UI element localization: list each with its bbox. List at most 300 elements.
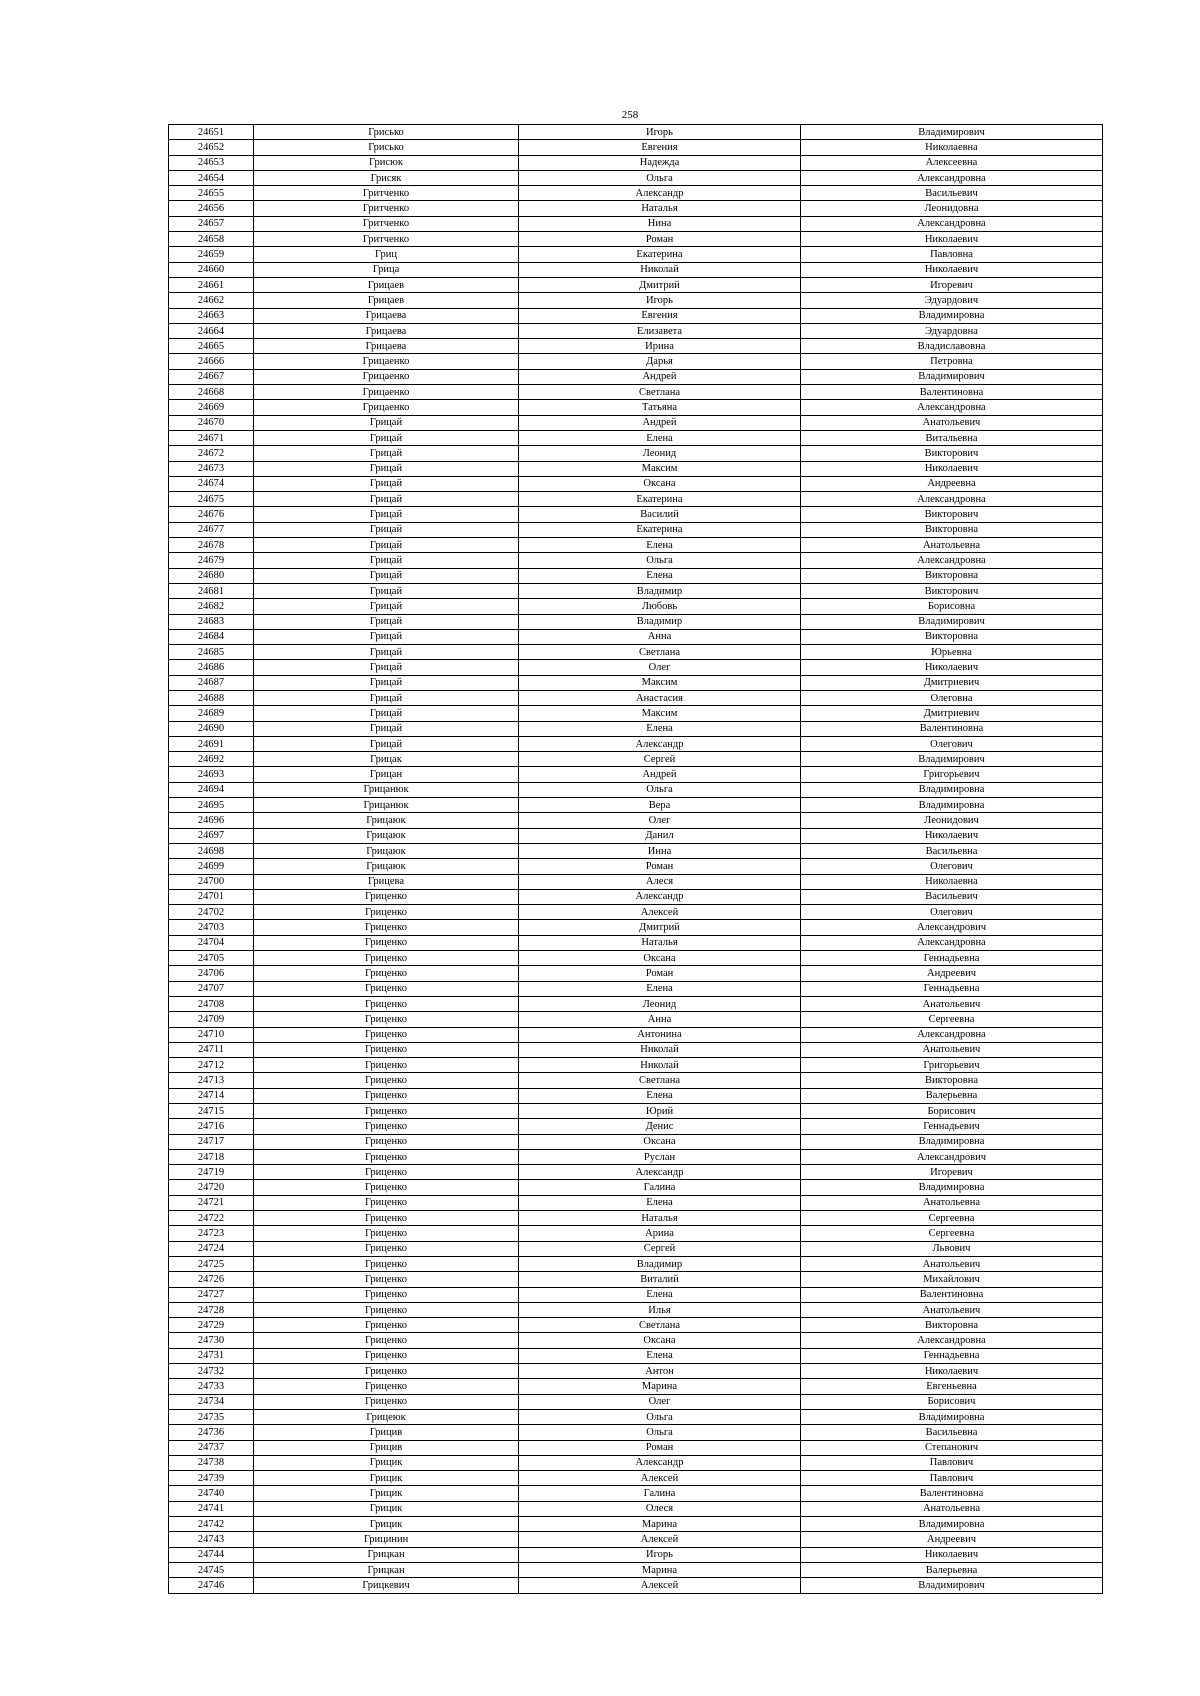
first-name-cell: Оксана xyxy=(519,1134,801,1149)
surname-cell: Гритченко xyxy=(254,232,519,247)
table-row xyxy=(169,1547,1103,1562)
patronymic-cell: Александровна xyxy=(801,1333,1103,1348)
row-number-cell: 24731 xyxy=(169,1348,254,1363)
row-number-cell: 24668 xyxy=(169,385,254,400)
surname-cell: Грицай xyxy=(254,660,519,675)
table-row xyxy=(169,859,1103,874)
row-number-cell: 24732 xyxy=(169,1364,254,1379)
surname-cell: Грицай xyxy=(254,690,519,705)
row-number-cell: 24736 xyxy=(169,1425,254,1440)
patronymic-cell: Олеговна xyxy=(801,690,1103,705)
row-number-cell: 24666 xyxy=(169,354,254,369)
first-name-cell: Данил xyxy=(519,828,801,843)
surname-cell: Грицан xyxy=(254,767,519,782)
patronymic-cell: Борисовна xyxy=(801,599,1103,614)
surname-cell: Грицай xyxy=(254,583,519,598)
surname-cell: Грицай xyxy=(254,736,519,751)
row-number-cell: 24713 xyxy=(169,1073,254,1088)
table-row xyxy=(169,1287,1103,1302)
first-name-cell: Николай xyxy=(519,1058,801,1073)
table-row xyxy=(169,1211,1103,1226)
patronymic-cell: Леонидовна xyxy=(801,201,1103,216)
patronymic-cell: Олегович xyxy=(801,859,1103,874)
surname-cell: Грицаюк xyxy=(254,859,519,874)
first-name-cell: Оксана xyxy=(519,951,801,966)
first-name-cell: Олег xyxy=(519,660,801,675)
surname-cell: Гритченко xyxy=(254,186,519,201)
first-name-cell: Ольга xyxy=(519,782,801,797)
patronymic-cell: Александрович xyxy=(801,1149,1103,1164)
table-row xyxy=(169,186,1103,201)
patronymic-cell: Валерьевна xyxy=(801,1088,1103,1103)
patronymic-cell: Владимировна xyxy=(801,1517,1103,1532)
patronymic-cell: Валентиновна xyxy=(801,721,1103,736)
surname-cell: Гриценко xyxy=(254,1104,519,1119)
first-name-cell: Илья xyxy=(519,1302,801,1317)
table-row xyxy=(169,1471,1103,1486)
surname-cell: Гриц xyxy=(254,247,519,262)
patronymic-cell: Викторовна xyxy=(801,522,1103,537)
table-row xyxy=(169,1562,1103,1577)
first-name-cell: Сергей xyxy=(519,752,801,767)
row-number-cell: 24739 xyxy=(169,1471,254,1486)
row-number-cell: 24679 xyxy=(169,553,254,568)
first-name-cell: Татьяна xyxy=(519,400,801,415)
first-name-cell: Нина xyxy=(519,216,801,231)
surname-cell: Гритченко xyxy=(254,216,519,231)
first-name-cell: Алексей xyxy=(519,905,801,920)
table-row xyxy=(169,1532,1103,1547)
table-row xyxy=(169,675,1103,690)
row-number-cell: 24693 xyxy=(169,767,254,782)
surname-cell: Гриценко xyxy=(254,996,519,1011)
surname-cell: Грицай xyxy=(254,415,519,430)
surname-cell: Гриценко xyxy=(254,1256,519,1271)
row-number-cell: 24678 xyxy=(169,538,254,553)
table-row xyxy=(169,125,1103,140)
patronymic-cell: Владимирович xyxy=(801,369,1103,384)
first-name-cell: Елизавета xyxy=(519,323,801,338)
first-name-cell: Олеся xyxy=(519,1501,801,1516)
table-row xyxy=(169,262,1103,277)
row-number-cell: 24656 xyxy=(169,201,254,216)
surname-cell: Грицаева xyxy=(254,323,519,338)
first-name-cell: Светлана xyxy=(519,385,801,400)
table-row xyxy=(169,996,1103,1011)
table-row xyxy=(169,1501,1103,1516)
patronymic-cell: Владимировна xyxy=(801,1409,1103,1424)
first-name-cell: Игорь xyxy=(519,293,801,308)
patronymic-cell: Геннадьевна xyxy=(801,1348,1103,1363)
first-name-cell: Наталья xyxy=(519,935,801,950)
surname-cell: Гриценко xyxy=(254,1394,519,1409)
first-name-cell: Елена xyxy=(519,981,801,996)
first-name-cell: Василий xyxy=(519,507,801,522)
surname-cell: Грицив xyxy=(254,1425,519,1440)
row-number-cell: 24735 xyxy=(169,1409,254,1424)
patronymic-cell: Сергеевна xyxy=(801,1211,1103,1226)
table-row xyxy=(169,1318,1103,1333)
row-number-cell: 24706 xyxy=(169,966,254,981)
patronymic-cell: Викторович xyxy=(801,446,1103,461)
patronymic-cell: Петровна xyxy=(801,354,1103,369)
surname-cell: Грицай xyxy=(254,645,519,660)
row-number-cell: 24724 xyxy=(169,1241,254,1256)
first-name-cell: Елена xyxy=(519,568,801,583)
surname-cell: Грицаев xyxy=(254,277,519,292)
surname-cell: Гриценко xyxy=(254,1180,519,1195)
patronymic-cell: Васильевич xyxy=(801,186,1103,201)
row-number-cell: 24704 xyxy=(169,935,254,950)
table-row xyxy=(169,935,1103,950)
surname-cell: Грицаенко xyxy=(254,385,519,400)
first-name-cell: Александр xyxy=(519,736,801,751)
surname-cell: Грицай xyxy=(254,706,519,721)
row-number-cell: 24677 xyxy=(169,522,254,537)
first-name-cell: Леонид xyxy=(519,996,801,1011)
table-row xyxy=(169,1119,1103,1134)
table-row xyxy=(169,400,1103,415)
patronymic-cell: Александровна xyxy=(801,492,1103,507)
first-name-cell: Олег xyxy=(519,1394,801,1409)
table-row xyxy=(169,430,1103,445)
table-row xyxy=(169,461,1103,476)
first-name-cell: Светлана xyxy=(519,645,801,660)
patronymic-cell: Николаевич xyxy=(801,828,1103,843)
patronymic-cell: Алексеевна xyxy=(801,155,1103,170)
row-number-cell: 24719 xyxy=(169,1165,254,1180)
surname-cell: Грицив xyxy=(254,1440,519,1455)
row-number-cell: 24675 xyxy=(169,492,254,507)
row-number-cell: 24714 xyxy=(169,1088,254,1103)
surname-cell: Грицай xyxy=(254,507,519,522)
row-number-cell: 24699 xyxy=(169,859,254,874)
surname-cell: Грицик xyxy=(254,1501,519,1516)
surname-cell: Гриценко xyxy=(254,1149,519,1164)
table-row xyxy=(169,354,1103,369)
table-row xyxy=(169,599,1103,614)
first-name-cell: Екатерина xyxy=(519,247,801,262)
patronymic-cell: Александровна xyxy=(801,1027,1103,1042)
first-name-cell: Галина xyxy=(519,1180,801,1195)
table-row xyxy=(169,1165,1103,1180)
surname-cell: Грицай xyxy=(254,721,519,736)
table-row xyxy=(169,277,1103,292)
patronymic-cell: Анатольевна xyxy=(801,1501,1103,1516)
table-row xyxy=(169,583,1103,598)
row-number-cell: 24707 xyxy=(169,981,254,996)
patronymic-cell: Николаевич xyxy=(801,1364,1103,1379)
patronymic-cell: Николаевич xyxy=(801,1547,1103,1562)
row-number-cell: 24655 xyxy=(169,186,254,201)
table-row xyxy=(169,920,1103,935)
row-number-cell: 24660 xyxy=(169,262,254,277)
patronymic-cell: Николаевна xyxy=(801,874,1103,889)
first-name-cell: Роман xyxy=(519,966,801,981)
patronymic-cell: Борисович xyxy=(801,1104,1103,1119)
row-number-cell: 24701 xyxy=(169,889,254,904)
row-number-cell: 24671 xyxy=(169,430,254,445)
row-number-cell: 24685 xyxy=(169,645,254,660)
first-name-cell: Ирина xyxy=(519,339,801,354)
surname-cell: Гриценко xyxy=(254,1088,519,1103)
first-name-cell: Дарья xyxy=(519,354,801,369)
surname-cell: Грицай xyxy=(254,675,519,690)
surname-cell: Грицик xyxy=(254,1486,519,1501)
first-name-cell: Светлана xyxy=(519,1318,801,1333)
surname-cell: Гриценко xyxy=(254,1241,519,1256)
patronymic-cell: Викторовна xyxy=(801,1073,1103,1088)
table-row xyxy=(169,706,1103,721)
surname-cell: Гриценко xyxy=(254,1134,519,1149)
first-name-cell: Марина xyxy=(519,1517,801,1532)
patronymic-cell: Александровна xyxy=(801,553,1103,568)
first-name-cell: Роман xyxy=(519,232,801,247)
table-row xyxy=(169,476,1103,491)
patronymic-cell: Андреевич xyxy=(801,1532,1103,1547)
patronymic-cell: Анатольевич xyxy=(801,996,1103,1011)
patronymic-cell: Львович xyxy=(801,1241,1103,1256)
row-number-cell: 24692 xyxy=(169,752,254,767)
first-name-cell: Наталья xyxy=(519,1211,801,1226)
patronymic-cell: Викторовна xyxy=(801,568,1103,583)
first-name-cell: Дмитрий xyxy=(519,277,801,292)
first-name-cell: Екатерина xyxy=(519,522,801,537)
row-number-cell: 24689 xyxy=(169,706,254,721)
row-number-cell: 24745 xyxy=(169,1562,254,1577)
first-name-cell: Елена xyxy=(519,1195,801,1210)
table-row xyxy=(169,1364,1103,1379)
row-number-cell: 24687 xyxy=(169,675,254,690)
surname-cell: Грица xyxy=(254,262,519,277)
patronymic-cell: Павлович xyxy=(801,1471,1103,1486)
first-name-cell: Николай xyxy=(519,1042,801,1057)
table-row xyxy=(169,905,1103,920)
patronymic-cell: Эдуардовна xyxy=(801,323,1103,338)
row-number-cell: 24676 xyxy=(169,507,254,522)
surname-cell: Грицай xyxy=(254,492,519,507)
first-name-cell: Анастасия xyxy=(519,690,801,705)
first-name-cell: Евгения xyxy=(519,308,801,323)
row-number-cell: 24683 xyxy=(169,614,254,629)
patronymic-cell: Григорьевич xyxy=(801,767,1103,782)
surname-cell: Грицай xyxy=(254,553,519,568)
table-row xyxy=(169,1180,1103,1195)
row-number-cell: 24702 xyxy=(169,905,254,920)
table-row xyxy=(169,767,1103,782)
table-row xyxy=(169,1272,1103,1287)
page-number: 258 xyxy=(621,109,639,121)
patronymic-cell: Николаевна xyxy=(801,140,1103,155)
surname-cell: Грицкан xyxy=(254,1562,519,1577)
surname-cell: Гритченко xyxy=(254,201,519,216)
surname-cell: Гриценко xyxy=(254,889,519,904)
first-name-cell: Игорь xyxy=(519,1547,801,1562)
row-number-cell: 24658 xyxy=(169,232,254,247)
table-row xyxy=(169,690,1103,705)
row-number-cell: 24694 xyxy=(169,782,254,797)
surname-cell: Гриценко xyxy=(254,1195,519,1210)
table-row xyxy=(169,798,1103,813)
first-name-cell: Анна xyxy=(519,629,801,644)
table-row xyxy=(169,1226,1103,1241)
table-row xyxy=(169,507,1103,522)
surname-cell: Гриценко xyxy=(254,1042,519,1057)
surname-cell: Гриценко xyxy=(254,1287,519,1302)
surname-cell: Грицай xyxy=(254,614,519,629)
first-name-cell: Вера xyxy=(519,798,801,813)
table-row xyxy=(169,339,1103,354)
first-name-cell: Александр xyxy=(519,1165,801,1180)
first-name-cell: Ольга xyxy=(519,1425,801,1440)
first-name-cell: Игорь xyxy=(519,125,801,140)
patronymic-cell: Андреевич xyxy=(801,966,1103,981)
row-number-cell: 24725 xyxy=(169,1256,254,1271)
first-name-cell: Максим xyxy=(519,675,801,690)
table-row xyxy=(169,752,1103,767)
row-number-cell: 24663 xyxy=(169,308,254,323)
first-name-cell: Дмитрий xyxy=(519,920,801,935)
first-name-cell: Елена xyxy=(519,430,801,445)
patronymic-cell: Владиславовна xyxy=(801,339,1103,354)
first-name-cell: Владимир xyxy=(519,1256,801,1271)
surname-cell: Грицаенко xyxy=(254,354,519,369)
table-row xyxy=(169,1486,1103,1501)
patronymic-cell: Васильевич xyxy=(801,889,1103,904)
row-number-cell: 24733 xyxy=(169,1379,254,1394)
surname-cell: Гриценко xyxy=(254,1318,519,1333)
first-name-cell: Андрей xyxy=(519,415,801,430)
row-number-cell: 24721 xyxy=(169,1195,254,1210)
row-number-cell: 24723 xyxy=(169,1226,254,1241)
first-name-cell: Алексей xyxy=(519,1578,801,1593)
patronymic-cell: Геннадьевич xyxy=(801,1119,1103,1134)
patronymic-cell: Евгеньевна xyxy=(801,1379,1103,1394)
table-row xyxy=(169,385,1103,400)
surname-cell: Грисько xyxy=(254,140,519,155)
surname-cell: Гриценко xyxy=(254,935,519,950)
first-name-cell: Инна xyxy=(519,843,801,858)
row-number-cell: 24673 xyxy=(169,461,254,476)
patronymic-cell: Анатольевич xyxy=(801,415,1103,430)
table-row xyxy=(169,492,1103,507)
row-number-cell: 24734 xyxy=(169,1394,254,1409)
patronymic-cell: Сергеевна xyxy=(801,1012,1103,1027)
table-row xyxy=(169,1302,1103,1317)
row-number-cell: 24730 xyxy=(169,1333,254,1348)
table-row xyxy=(169,828,1103,843)
first-name-cell: Владимир xyxy=(519,614,801,629)
surname-cell: Гриценко xyxy=(254,966,519,981)
row-number-cell: 24738 xyxy=(169,1455,254,1470)
table-row xyxy=(169,813,1103,828)
table-row xyxy=(169,247,1103,262)
row-number-cell: 24720 xyxy=(169,1180,254,1195)
row-number-cell: 24661 xyxy=(169,277,254,292)
roster-body xyxy=(169,125,1103,1594)
first-name-cell: Арина xyxy=(519,1226,801,1241)
patronymic-cell: Александровна xyxy=(801,216,1103,231)
surname-cell: Грицаева xyxy=(254,308,519,323)
surname-cell: Грицай xyxy=(254,430,519,445)
surname-cell: Грицак xyxy=(254,752,519,767)
surname-cell: Грицай xyxy=(254,522,519,537)
patronymic-cell: Сергеевна xyxy=(801,1226,1103,1241)
first-name-cell: Александр xyxy=(519,186,801,201)
first-name-cell: Елена xyxy=(519,1348,801,1363)
patronymic-cell: Анатольевич xyxy=(801,1256,1103,1271)
table-row xyxy=(169,1012,1103,1027)
row-number-cell: 24722 xyxy=(169,1211,254,1226)
patronymic-cell: Юрьевна xyxy=(801,645,1103,660)
row-number-cell: 24653 xyxy=(169,155,254,170)
patronymic-cell: Валентиновна xyxy=(801,385,1103,400)
row-number-cell: 24651 xyxy=(169,125,254,140)
row-number-cell: 24728 xyxy=(169,1302,254,1317)
patronymic-cell: Дмитриевич xyxy=(801,675,1103,690)
first-name-cell: Светлана xyxy=(519,1073,801,1088)
row-number-cell: 24710 xyxy=(169,1027,254,1042)
surname-cell: Гриценко xyxy=(254,1119,519,1134)
table-row xyxy=(169,446,1103,461)
surname-cell: Грицаюк xyxy=(254,813,519,828)
first-name-cell: Леонид xyxy=(519,446,801,461)
patronymic-cell: Анатольевич xyxy=(801,1042,1103,1057)
first-name-cell: Марина xyxy=(519,1562,801,1577)
surname-cell: Гриценко xyxy=(254,920,519,935)
row-number-cell: 24741 xyxy=(169,1501,254,1516)
surname-cell: Гриценко xyxy=(254,905,519,920)
row-number-cell: 24708 xyxy=(169,996,254,1011)
first-name-cell: Роман xyxy=(519,859,801,874)
row-number-cell: 24727 xyxy=(169,1287,254,1302)
patronymic-cell: Леонидович xyxy=(801,813,1103,828)
first-name-cell: Любовь xyxy=(519,599,801,614)
table-row xyxy=(169,951,1103,966)
surname-cell: Грисяк xyxy=(254,170,519,185)
first-name-cell: Елена xyxy=(519,1088,801,1103)
table-row xyxy=(169,1348,1103,1363)
patronymic-cell: Владимирович xyxy=(801,752,1103,767)
surname-cell: Гриценко xyxy=(254,981,519,996)
surname-cell: Грицаенко xyxy=(254,400,519,415)
patronymic-cell: Анатольевна xyxy=(801,538,1103,553)
patronymic-cell: Викторовна xyxy=(801,1318,1103,1333)
surname-cell: Грицкан xyxy=(254,1547,519,1562)
row-number-cell: 24657 xyxy=(169,216,254,231)
surname-cell: Грицанюк xyxy=(254,782,519,797)
patronymic-cell: Александровна xyxy=(801,935,1103,950)
table-row xyxy=(169,645,1103,660)
first-name-cell: Антон xyxy=(519,1364,801,1379)
row-number-cell: 24662 xyxy=(169,293,254,308)
patronymic-cell: Игоревич xyxy=(801,1165,1103,1180)
surname-cell: Гриценко xyxy=(254,951,519,966)
row-number-cell: 24740 xyxy=(169,1486,254,1501)
table-row xyxy=(169,660,1103,675)
surname-cell: Грицаев xyxy=(254,293,519,308)
surname-cell: Грицик xyxy=(254,1455,519,1470)
table-row xyxy=(169,874,1103,889)
first-name-cell: Роман xyxy=(519,1440,801,1455)
patronymic-cell: Владимировна xyxy=(801,798,1103,813)
patronymic-cell: Николаевич xyxy=(801,232,1103,247)
row-number-cell: 24680 xyxy=(169,568,254,583)
patronymic-cell: Николаевич xyxy=(801,461,1103,476)
patronymic-cell: Витальевна xyxy=(801,430,1103,445)
row-number-cell: 24726 xyxy=(169,1272,254,1287)
patronymic-cell: Викторович xyxy=(801,507,1103,522)
